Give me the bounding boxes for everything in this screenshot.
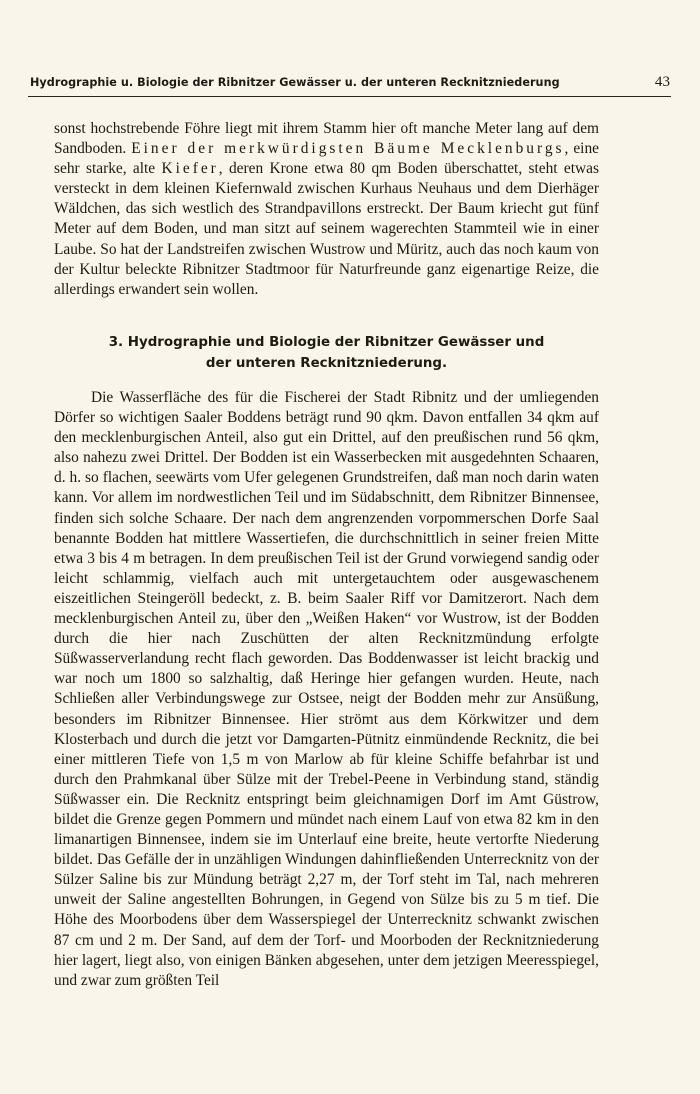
running-header: [30, 74, 670, 91]
intro-text-1: sonst hochstrebende Föhre liegt mit ihrem Stamm hier oft manche Meter lang auf dem Sandboden.: [54, 120, 599, 158]
page-number: 43: [654, 74, 670, 90]
running-title: Hydrographie u. Biologie der Ribnitzer Gewässer u. der unteren Recknitzniederung: [30, 76, 560, 89]
emphasis-trees: Einer der merkwürdigsten Bäume Mecklenburgs: [131, 140, 565, 158]
section-heading: [54, 333, 599, 374]
main-paragraph-container: [54, 388, 599, 991]
emphasis-kiefer: Kiefer: [161, 160, 219, 178]
main-paragraph: Die Wasserfläche des für die Fischerei der Stadt Ribnitz und der umliegenden Dörfer so wichtigen Saaler Boddens beträgt rund 90 qkm. Davon entfallen 34 qkm auf den mecklenburgischen Anteil, also gut ein Drittel, auf den preußischen rund 56 qkm, also nahezu zwei Drittel. Der Bodden ist ein Wasserbecken mit ausgedehnten Schaaren, d. h. so flachen, seewärts vom Ufer gelegenen Grundstreifen, daß man noch darin waten kann. Vor allem im nordwestlichen Teil und im Südabschnitt, dem Ribnitzer Binnensee, finden sich solche Schaare. Der nach dem angrenzenden vorpommerschen Dorfe Saal benannte Bodden hat mittlere Wassertiefen, die durchschnittlich in seiner freien Mitte etwa 3 bis 4 m betragen. In dem preußischen Teil ist der Grund vorwiegend sandig oder leicht schlammig, vielfach auch mit untergetauchtem oder ausgewaschenem eiszeitlichen Steingeröll bedeckt, z. B. beim Saaler Riff vor Damitzerort. Nach dem mecklenburgischen Anteil zu, über den „Weißen Haken“ vor Wustrow, ist der Bodden durch die hier nach Zuschütten der alten Recknitzmündung erfolgte Süßwasserverlandung recht flach geworden. Das Boddenwasser ist leicht brackig und war noch um 1800 so salzhaltig, daß Heringe hier gefangen wurden. Heute, nach Schließen aller Verbindungswege zur Ostsee, neigt der Bodden mehr zur Ansüßung, besonders im Ribnitzer Binnensee. Hier strömt aus dem Körkwitzer und dem Klosterbach und durch die jetzt vor Damgarten-Pütnitz einmündende Recknitz, die bei einer mittleren Tiefe von 1,5 m von Marlow ab für kleine Schiffe befahrbar ist und durch den Prahmkanal über Sülze mit der Trebel-Peene in Verbindung stand, ständig Süßwasser ein. Die Recknitz entspringt beim gleichnamigen Dorf im Amt Güstrow, bildet die Grenze gegen Pommern und mündet nach einem Lauf von etwa 82 km in den limanartigen Binnensee, indem sie im Unterlauf eine breite, heute vertorfte Niederung bildet. Das Gefälle der in unzähligen Windungen dahinfließenden Unterrecknitz von der Sülzer Saline bis zur Mündung beträgt 2,27 m, der Torf steht im Tal, nach mehreren unweit der Saline angestellten Bohrungen, in Gegend von Sülze bis zu 5 m tief. Die Höhe des Moorbodens über dem Wasserspiegel der Unterrecknitz schwankt zwischen 87 cm und 2 m. Der Sand, auf dem der Torf- und Moorboden der Recknitzniederung hier lagert, liegt also, von einigen Bänken abgesehen, unter dem jetzigen Meeresspiegel, und zwar zum größten Teil: [54, 389, 599, 989]
header-rule: [28, 96, 671, 97]
section-heading-line-1: 3. Hydrographie und Biologie der Ribnitzer Gewässer und: [108, 335, 545, 350]
section-heading-line-2: der unteren Recknitzniederung.: [205, 355, 448, 371]
intro-text-2: , eine sehr starke, alte: [54, 140, 599, 178]
intro-text-3: , deren Krone etwa 80 qm Boden überschattet, steht etwas versteckt in dem kleinen Kiefernwald zwischen Kurhaus Neuhaus und dem Dierhäger Wäldchen, das sich westlich des Strandpavillons erstreckt. Der Baum kriecht gut fünf Meter auf dem Boden, und man sitzt auf seinem wagerechten Stammteil wie in einer Laube. So hat der Landstreifen zwischen Wustrow und Müritz, auch das noch kaum von der Kultur beleckte Ribnitzer Stadtmoor für Naturfreunde ganz eigenartige Reize, die allerdings erwandert sein wollen.: [54, 160, 599, 298]
intro-paragraph: [54, 119, 599, 300]
